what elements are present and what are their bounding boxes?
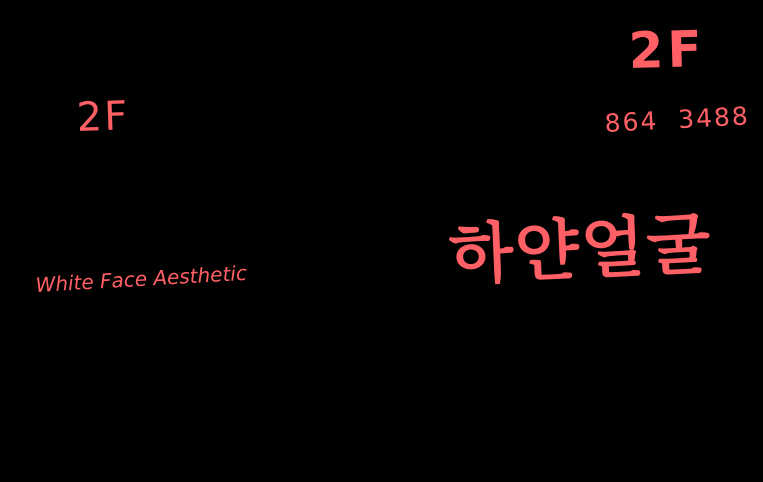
korean-business-name: 하얀얼굴 xyxy=(447,205,714,294)
floor-label-left: 2F xyxy=(75,93,130,141)
english-business-name: White Face Aesthetic xyxy=(34,260,248,297)
floor-label-right: 2F xyxy=(627,19,707,80)
phone-number: 864 3488 xyxy=(603,101,751,138)
